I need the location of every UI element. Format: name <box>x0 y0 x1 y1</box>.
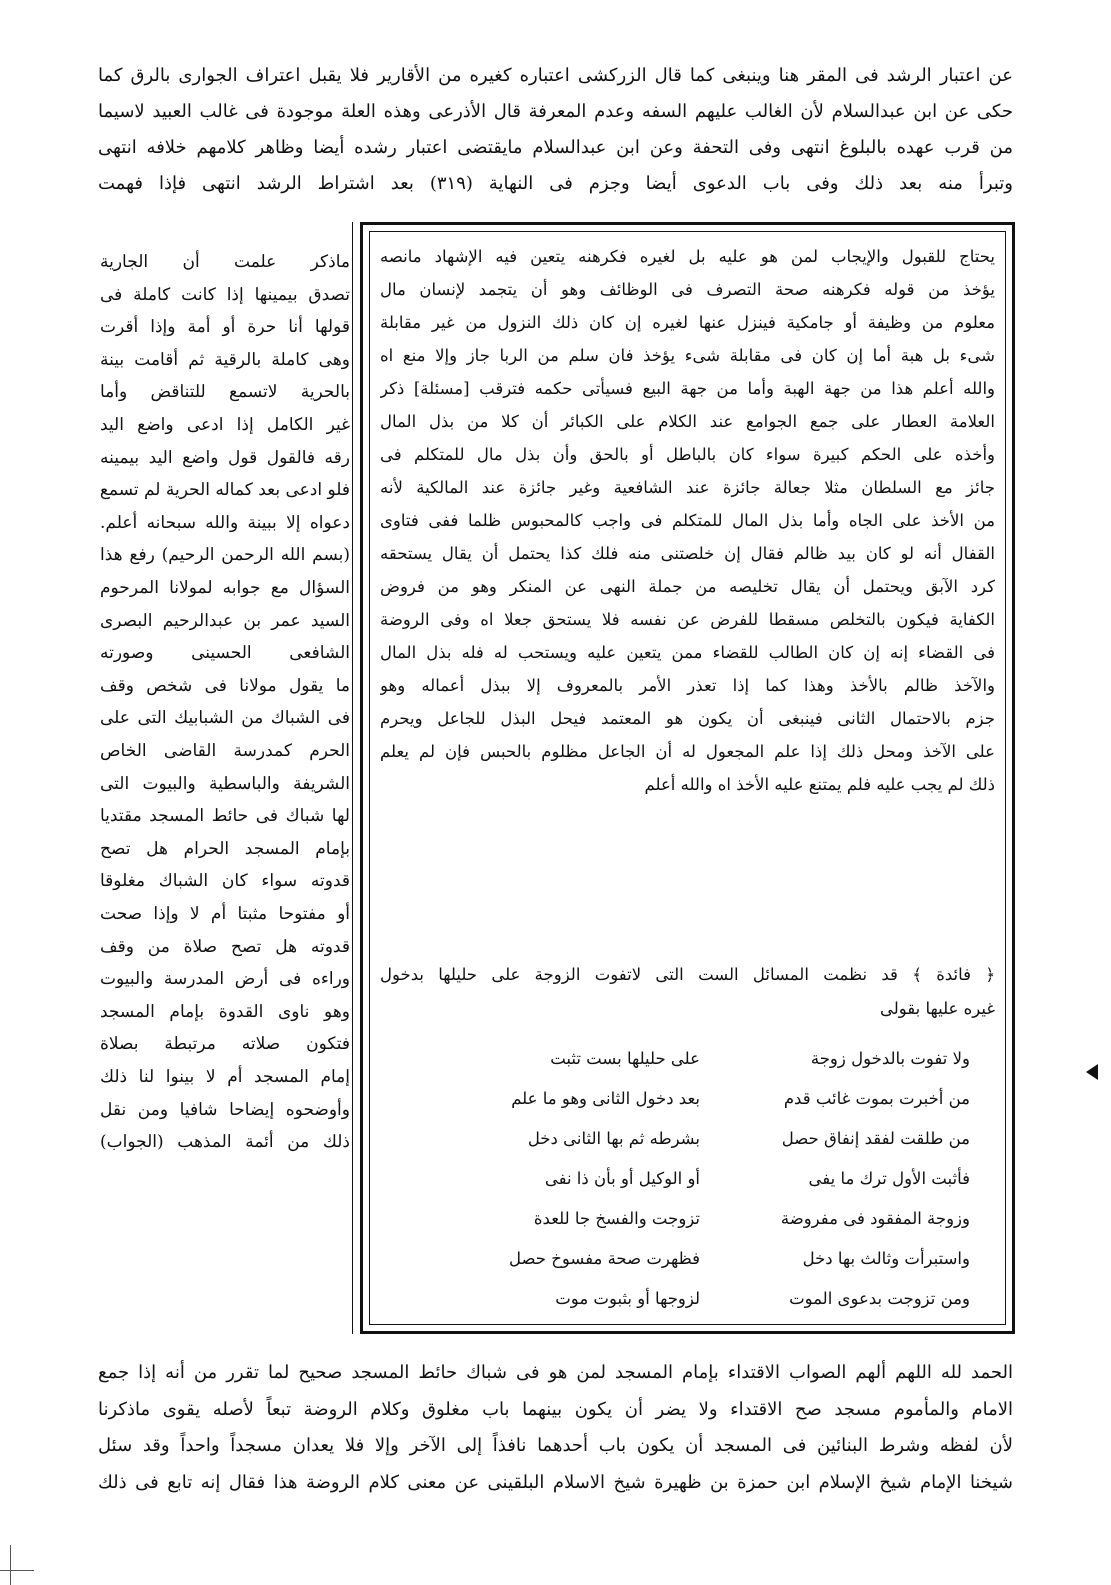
margin-line: إمام المسجد أم لا بينوا لنا ذلك <box>100 1067 350 1087</box>
box-line: وأخذه على الحكم كبيرة سواء كان بالباطل أو بالحق وأن بذل مال للمتكلم فى <box>380 445 995 464</box>
margin-line: الشافعى الحسينى وصورته <box>100 643 350 664</box>
box-line: ذلك لم يجب عليه فلم يمتنع عليه الأخذ اه والله أعلم <box>644 775 995 794</box>
margin-line: لها شباك فى حائط المسجد مقتديا <box>100 806 350 827</box>
margin-line: قدوته سواء كان الشباك مغلوقا <box>100 871 350 892</box>
margin-line: فلو ادعى بعد كماله الحرية لم تسمع <box>100 480 350 501</box>
poem <box>440 1040 970 1330</box>
margin-line: وهو ناوى القدوة بإمام المسجد <box>100 1001 350 1022</box>
first-hemistich: فأثبت الأول ترك ما يفى <box>808 1169 970 1188</box>
box-line: فى القضاء إنه إن كان الطالب للقضاء ممن يتعين عليه ويستحب له فله بذل المال <box>380 643 995 662</box>
margin-column <box>100 246 350 1356</box>
second-hemistich: بعد دخول الثانى وهو ما علم <box>511 1089 700 1108</box>
box-line: القفال أنه لو كان بيد ظالم فقال إن خلصتنى منه فلك كذا يحتمل أن يقال يستحقه <box>380 544 995 563</box>
second-hemistich: فظهرت صحة مفسوخ حصل <box>509 1249 700 1268</box>
margin-line: ماذكر علمت أن الجارية <box>100 252 350 272</box>
poem-verse <box>440 1120 970 1157</box>
margin-line: قدوته هل تصح صلاة من وقف <box>100 936 350 957</box>
poem-verse <box>440 1080 970 1117</box>
second-hemistich: أو الوكيل أو بأن ذا نفى <box>544 1169 700 1188</box>
box-line: يؤخذ من قوله فكرهنه صحة التصرف فى الوظائف وهو أن يتجمد لإنسان مال <box>380 280 995 299</box>
margin-line: (بسم الله الرحمن الرحيم) رفع هذا <box>100 545 350 566</box>
box-line: معلوم من وظيفة أو جامكية فينزل عنها لغيره إن كان ذلك النزول من غير مقابلة <box>380 313 995 332</box>
faida-line: ﴿ فائدة ﴾ قد نظمت المسائل الست التى لاتفوت الزوجة على حليلها بدخول <box>380 965 995 984</box>
first-hemistich: وزوجة المفقود فى مفروضة <box>780 1209 970 1228</box>
scan-corner-mark <box>0 1570 34 1571</box>
box-line: الكفاية فيكون بالتخلص مسقطا للفرض عن نفسه فلا يستحق جعلا اه وفى الروضة <box>380 610 995 629</box>
margin-line: بإمام المسجد الحرام هل تصح <box>100 838 350 859</box>
box-line: يحتاج للقبول والإيجاب لمن هو عليه بل لغيره فكرهنه يتعين فيه الإشهاد مانصه <box>380 247 995 266</box>
first-hemistich: ومن تزوجت بدعوى الموت <box>789 1289 970 1308</box>
margin-line: فتكون صلاته مرتبطة بصلاة <box>100 1034 350 1055</box>
margin-line: السؤال مع جوابه لمولانا المرحوم <box>100 578 350 598</box>
margin-line: فى الشباك من الشبابيك التى على <box>100 708 350 729</box>
framed-box-text <box>380 240 995 960</box>
margin-line: وراءه فى أرض المدرسة والبيوت <box>100 969 350 990</box>
faida-line: غيره عليها بقولى <box>879 999 995 1018</box>
first-hemistich: من طلقت لفقد إنفاق حصل <box>781 1129 970 1148</box>
margin-line: دعواه إلا ببينة والله سبحانه أعلم. <box>100 512 350 533</box>
box-line: العلامة العطار على جمع الجوامع عند الكلام على الكبائر أن كلا من بذل المال <box>380 412 995 431</box>
text-line: حكى عن ابن عبدالسلام لأن الغالب عليهم السفه وعدم المعرفة قال الأذرعى وهذه العلة موجودة فى غالب العبيد لاسيما <box>98 101 1013 122</box>
margin-arrow-icon <box>1086 1064 1098 1080</box>
text-line: شيخنا الإمام شيخ الإسلام ابن حمزة بن ظهيرة شيخ الاسلام البلقينى عن معنى كلام الروضة هذا فقال إنه تابع فى ذلك <box>98 1471 1013 1493</box>
margin-line: بالحرية لاتسمع للتناقض وأما <box>100 382 350 403</box>
second-hemistich: بشرطه ثم بها الثانى دخل <box>527 1129 700 1148</box>
first-hemistich: واستبرأت وثالث بها دخل <box>802 1249 970 1268</box>
margin-line: الشريفة والباسطية والبيوت التى <box>100 773 350 794</box>
poem-verse <box>440 1240 970 1277</box>
margin-line: السيد عمر بن عبدالرحيم البصرى <box>100 610 350 631</box>
text-line: الامام والمأموم مسجد صح الاقتداء ولا يضر أن يكون بينهما باب مغلوق وكلام الروضة تبعاً لأصله يقوى ماذكرنا <box>98 1398 1013 1420</box>
margin-line: ذلك من أئمة المذهب (الجواب) <box>100 1132 350 1153</box>
second-hemistich: على حليلها بست تثبت <box>550 1049 700 1068</box>
first-hemistich: ولا تفوت بالدخول زوجة <box>810 1049 970 1068</box>
margin-divider-rule <box>352 222 353 1334</box>
margin-line: ما يقول مولانا فى شخص وقف <box>100 675 350 696</box>
poem-verse <box>440 1160 970 1197</box>
poem-verse <box>440 1280 970 1317</box>
text-line: من قرب عهده بالبلوغ انتهى وفى التحفة وعن ابن عبدالسلام مايقتضى اعتبار رشده أيضا وظاهر كلامهم خلافه انتهى <box>98 137 1013 158</box>
box-line: والله أعلم هذا من جهة الهبة وأما من جهة البيع فسيأتى حكمه فترقب [مسئلة] ذكر <box>380 379 995 398</box>
box-line: من الأخذ على الجاه وأما بذل المال للمتكلم فى واجب كالمحبوس ظلما ففى فتاوى <box>380 511 995 530</box>
margin-line: الحرم كمدرسة القاضى الخاص <box>100 741 350 761</box>
box-line: على الآخذ ومحل ذلك إذا علم المجعول له أن الجاعل مظلوم بالحبس فإن لم يعلم <box>380 742 995 761</box>
text-line: الحمد لله اللهم ألهم الصواب الاقتداء بإمام المسجد لمن هو فى شباك حائط المسجد صحيح لما تقرر من أنه إذا جمع <box>98 1362 1013 1383</box>
scan-corner-mark <box>10 1545 11 1585</box>
text-line: لأن لفظه وشرط البنائين فى المسجد أن يكون باب أحدهما نافذاً إلى الآخر وإلا فلا يعدان مسجداً واحداً وقد سئل <box>98 1435 1013 1456</box>
box-line: جائز مع السلطان مثلا جعالة جائزة عند الشافعية وغير جائزة عند المالكية لأنه <box>380 478 995 497</box>
box-line: والآخذ ظالم بالأخذ وهذا كما إذا تعذر الأمر بالمعروف إلا ببذل أعماله وهو <box>380 676 995 695</box>
margin-line: تصدق بيمينها إذا كانت كاملة فى <box>100 284 350 305</box>
poem-verse <box>440 1200 970 1237</box>
poem-verse <box>440 1040 970 1077</box>
margin-line: أو مفتوحا مثبتا أم لا وإذا صحت <box>100 904 350 924</box>
box-line: كرد الآبق ويحتمل أن يقال تخليصه من جملة النهى عن المنكر وهو من فروض <box>380 577 995 596</box>
text-line: عن اعتبار الرشد فى المقر هنا وينبغى كما قال الزركشى اعتباره كغيره من الأقارير فلا يقبل اعتراف الجوارى بالرق كما <box>98 65 1013 86</box>
margin-line: قولها أنا حرة أو أمة وإذا أقرت <box>100 317 350 338</box>
margin-line: غير الكامل إذا ادعى واضع اليد <box>100 415 350 435</box>
first-hemistich: من أخبرت بموت غائب قدم <box>783 1089 970 1108</box>
second-hemistich: لزوجها أو بثبوت موت <box>555 1289 700 1308</box>
box-line: شىء بل هبة أما إن كان فى مقابلة شىء يؤخذ فان سلم من الربا جاز وإلا منع اه <box>380 346 995 365</box>
box-line: جزم بالاحتمال الثانى فينبغى أن يكون هو المعتمد فيحل البذل للجاعل ويحرم <box>380 709 995 728</box>
second-hemistich: تزوجت والفسخ جا للعدة <box>533 1209 700 1228</box>
faida-note <box>380 958 995 1038</box>
margin-line: وهى كاملة بالرقية ثم أقامت بينة <box>100 349 350 370</box>
margin-line: وأوضحوه إيضاحا شافيا ومن نقل <box>100 1099 350 1120</box>
text-line: وتبرأ منه بعد ذلك وفى باب الدعوى أيضا وجزم فى النهاية (٣١٩) بعد اشتراط الرشد انتهى فإذا فهمت <box>98 173 1013 194</box>
margin-line: رقه فالقول قول واضع اليد بيمينه <box>100 447 350 468</box>
